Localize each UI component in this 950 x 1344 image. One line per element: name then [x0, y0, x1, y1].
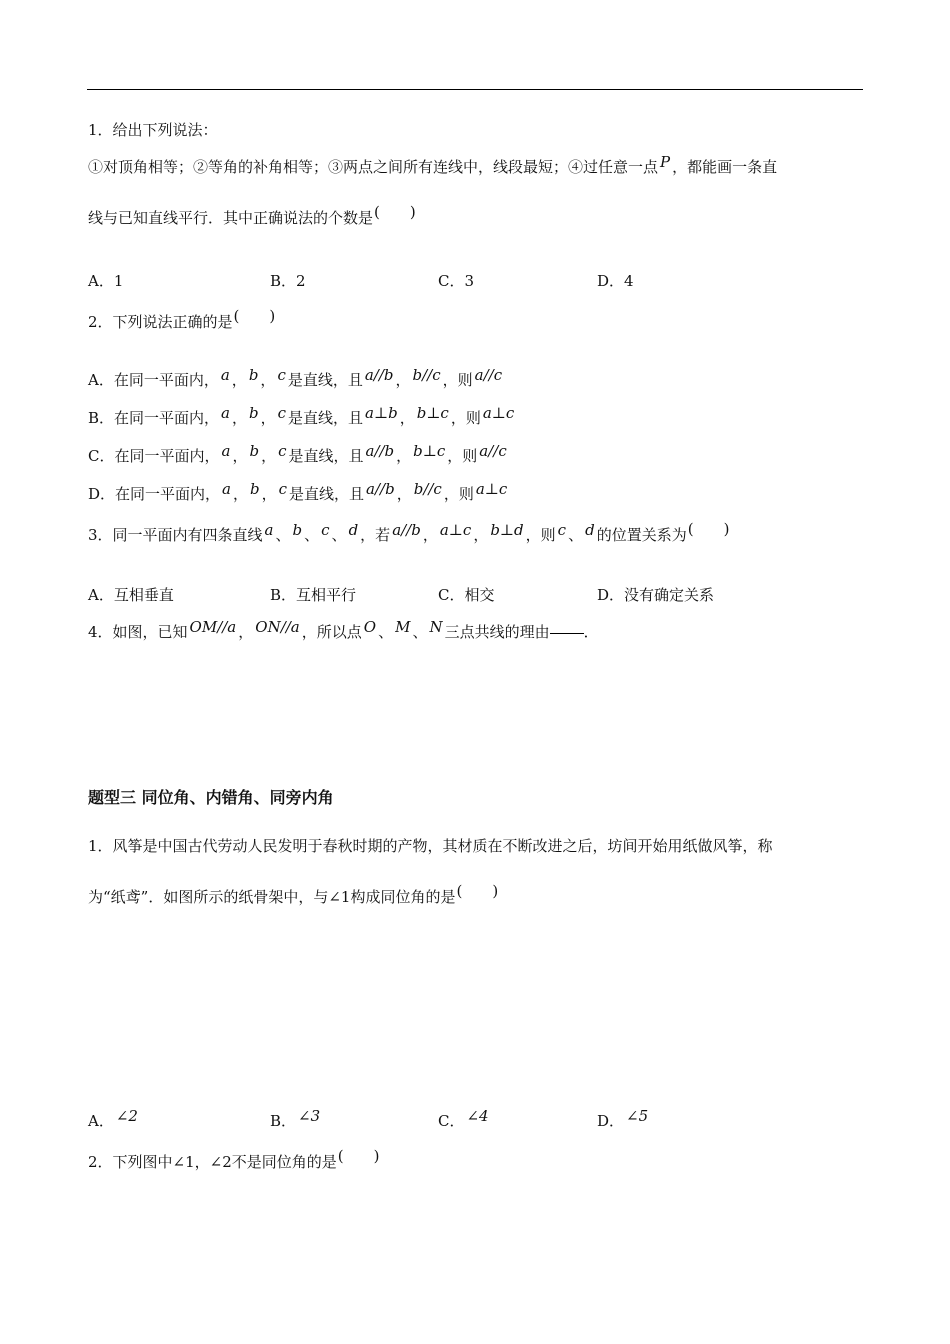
- q3-option-d[interactable]: D．没有确定关系: [597, 586, 715, 604]
- q2-option-c[interactable]: C．在同一平面内， a ， b ， c 是直线，且 a//b ， b⊥c ，则 a//c: [88, 442, 507, 465]
- q1-option-c[interactable]: C．3: [438, 272, 475, 290]
- s3-q1-line1: 1．风筝是中国古代劳动人民发明于春秋时期的产物，其材质在不断改进之后，坊间开始用纸做风筝，称: [88, 837, 773, 855]
- q3-option-c[interactable]: C．相交: [438, 586, 495, 604]
- s3-q2-stem: 2．下列图中∠1，∠2不是同位角的是( ): [88, 1147, 380, 1171]
- q3-option-a[interactable]: A．互相垂直: [88, 586, 174, 604]
- s3-q1-option-b[interactable]: B． ∠3: [270, 1107, 321, 1130]
- q1-option-b[interactable]: B．2: [270, 272, 306, 290]
- s3-q1-line2: 为“纸鸢”．如图所示的纸骨架中，与∠1构成同位角的是( ): [88, 882, 499, 906]
- q2-stem: 2．下列说法正确的是( ): [88, 307, 276, 331]
- q3-option-b[interactable]: B．互相平行: [270, 586, 357, 604]
- s3-q1-option-d[interactable]: D． ∠5: [597, 1107, 649, 1130]
- q4-stem: 4．如图，已知 OM//a ， ON//a ，所以点 O 、 M 、 N 三点共线的理由 ．: [88, 618, 599, 641]
- section-heading: 题型三 同位角、内错角、同旁内角: [88, 788, 334, 807]
- s3-q1-option-c[interactable]: C． ∠4: [438, 1107, 489, 1130]
- q1-option-d[interactable]: D．4: [597, 272, 634, 290]
- q3-stem: 3．同一平面内有四条直线 a 、 b 、 c 、 d ，若 a//b ， a⊥c ， b⊥d ，则 c 、 d 的位置关系为( ): [88, 520, 730, 544]
- q2-option-a[interactable]: A．在同一平面内， a ， b ， c 是直线，且 a//b ， b//c ，则 a//c: [88, 366, 503, 389]
- q1-stem: 1．给出下列说法：: [88, 121, 218, 139]
- q2-option-b[interactable]: B．在同一平面内， a ， b ， c 是直线，且 a⊥b ， b⊥c ，则 a⊥c: [88, 404, 515, 427]
- s3-q1-option-a[interactable]: A． ∠2: [88, 1107, 138, 1130]
- q4-answer-blank[interactable]: [550, 633, 584, 634]
- q2-option-d[interactable]: D．在同一平面内， a ， b ， c 是直线，且 a//b ， b//c ，则 a⊥c: [88, 480, 508, 503]
- header-rule: [87, 89, 863, 90]
- q1-statements: ①对顶角相等；②等角的补角相等；③两点之间所有连线中，线段最短；④过任意一点 P ，都能画一条直: [88, 153, 778, 176]
- q1-question: 线与已知直线平行．其中正确说法的个数是( ): [88, 203, 416, 227]
- q1-option-a[interactable]: A．1: [88, 272, 124, 290]
